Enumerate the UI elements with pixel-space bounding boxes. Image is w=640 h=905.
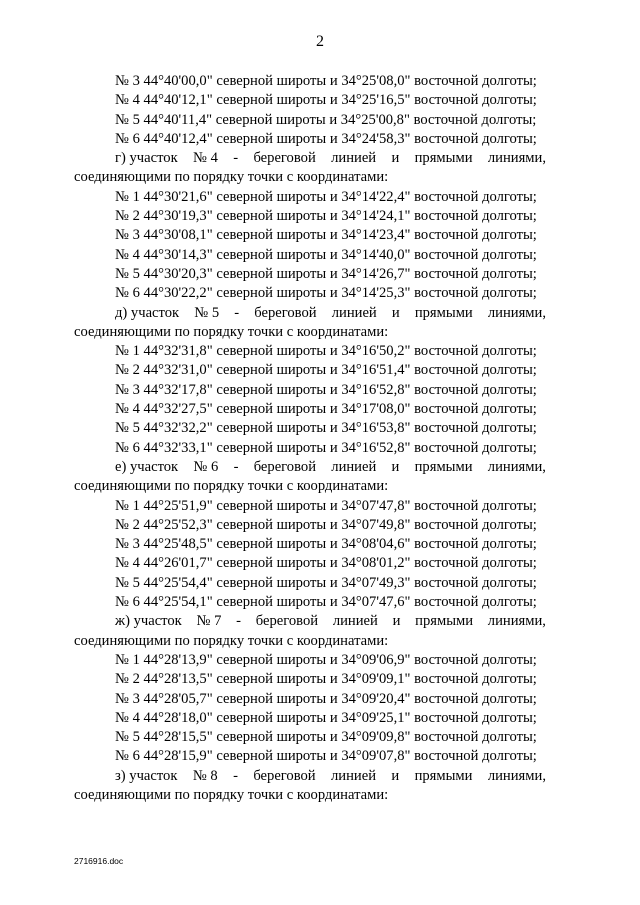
text-line: соединяющими по порядку точки с координатами:: [74, 632, 389, 649]
section-heading: [74, 767, 546, 786]
coordinate-line: № 4 44°30'14,3" северной широты и 34°14'40,0" восточной долготы;: [115, 246, 537, 263]
coordinate-line: № 6 44°25'54,1" северной широты и 34°07'47,6" восточной долготы;: [115, 594, 537, 611]
coordinate-line: № 3 44°32'17,8" северной широты и 34°16'52,8" восточной долготы;: [115, 381, 537, 398]
page-number: 2: [316, 33, 324, 50]
heading-word: береговой: [253, 150, 316, 167]
heading-word: д) участок: [115, 304, 180, 321]
coordinate-line: № 3 44°28'05,7" северной широты и 34°09'20,4" восточной долготы;: [115, 690, 537, 707]
heading-word: и: [391, 150, 400, 167]
text-line: соединяющими по порядку точки с координатами:: [74, 169, 389, 186]
coordinate-line: № 3 44°40'00,0" северной широты и 34°25'08,0" восточной долготы;: [115, 73, 537, 89]
heading-word: береговой: [255, 613, 319, 630]
heading-word: ж) участок: [115, 613, 182, 630]
coordinate-line: № 1 44°32'31,8" северной широты и 34°16'50,2" восточной долготы;: [115, 343, 537, 360]
section-heading: [74, 304, 546, 323]
coordinate-line: № 2 44°32'31,0" северной широты и 34°16'51,4" восточной долготы;: [115, 362, 537, 379]
heading-word: № 7: [196, 613, 222, 630]
heading-word: линией: [331, 304, 377, 321]
heading-word: линиями,: [487, 304, 546, 321]
text-line: соединяющими по порядку точки с координатами:: [74, 786, 389, 803]
heading-word: № 8: [192, 767, 218, 784]
heading-word: прямыми: [415, 613, 474, 630]
coordinate-line: № 5 44°30'20,3" северной широты и 34°14'26,7" восточной долготы;: [115, 265, 537, 282]
coordinate-line: № 4 44°32'27,5" северной широты и 34°17'08,0" восточной долготы;: [115, 401, 537, 418]
heading-word: береговой: [253, 458, 317, 475]
coordinate-line: № 5 44°25'54,4" северной широты и 34°07'49,3" восточной долготы;: [115, 574, 537, 591]
heading-word: линией: [331, 767, 376, 784]
coordinate-line: № 6 44°28'15,9" северной широты и 34°09'07,8" восточной долготы;: [115, 748, 537, 765]
heading-word: прямыми: [414, 767, 473, 784]
heading-word: линиями,: [487, 458, 546, 475]
coordinate-line: № 1 44°28'13,9" северной широты и 34°09'06,9" восточной долготы;: [115, 651, 537, 668]
heading-word: береговой: [254, 304, 317, 321]
section-heading: [74, 458, 546, 477]
coordinate-line: № 4 44°26'01,7" северной широты и 34°08'01,2" восточной долготы;: [115, 555, 537, 572]
heading-word: з) участок: [115, 767, 178, 784]
text-line: соединяющими по порядку точки с координатами:: [74, 323, 389, 340]
coordinate-line: № 5 44°32'32,2" северной широты и 34°16'53,8" восточной долготы;: [115, 420, 537, 437]
coordinate-line: № 1 44°25'51,9" северной широты и 34°07'47,8" восточной долготы;: [115, 497, 537, 514]
heading-word: № 5: [194, 304, 220, 321]
coordinate-line: № 2 44°25'52,3" северной широты и 34°07'49,8" восточной долготы;: [115, 516, 537, 533]
coordinate-line: № 3 44°25'48,5" северной широты и 34°08'04,6" восточной долготы;: [115, 536, 537, 553]
coordinate-line: № 5 44°40'11,4" северной широты и 34°25'00,8" восточной долготы;: [115, 111, 537, 128]
heading-word: -: [234, 304, 240, 321]
coordinate-line: № 6 44°30'22,2" северной широты и 34°14'25,3" восточной долготы;: [115, 285, 537, 302]
heading-word: е) участок: [115, 458, 179, 475]
coordinate-line: № 2 44°28'13,5" северной широты и 34°09'09,1" восточной долготы;: [115, 671, 537, 688]
heading-word: линиями,: [487, 767, 546, 784]
document-body: [74, 72, 546, 805]
text-line: соединяющими по порядку точки с координатами:: [74, 478, 389, 495]
coordinate-line: № 3 44°30'08,1" северной широты и 34°14'23,4" восточной долготы;: [115, 227, 537, 244]
heading-word: линией: [331, 150, 377, 167]
heading-word: -: [233, 150, 239, 167]
coordinate-line: № 4 44°28'18,0" северной широты и 34°09'25,1" восточной долготы;: [115, 709, 537, 726]
heading-word: -: [236, 613, 242, 630]
heading-word: линиями,: [487, 613, 546, 630]
coordinate-line: № 5 44°28'15,5" северной широты и 34°09'09,8" восточной долготы;: [115, 729, 537, 746]
heading-word: линией: [331, 458, 377, 475]
document-footer: 2716916.doc: [74, 856, 124, 866]
heading-word: № 4: [193, 150, 218, 167]
section-heading: [74, 612, 546, 631]
heading-word: и: [391, 767, 400, 784]
coordinate-line: № 6 44°40'12,4" северной широты и 34°24'58,3" восточной долготы;: [115, 130, 537, 147]
heading-word: прямыми: [414, 304, 473, 321]
heading-word: и: [391, 304, 400, 321]
heading-word: и: [392, 613, 401, 630]
heading-word: г) участок: [115, 150, 178, 167]
heading-word: и: [391, 458, 400, 475]
heading-word: прямыми: [414, 150, 473, 167]
coordinate-line: № 1 44°30'21,6" северной широты и 34°14'22,4" восточной долготы;: [115, 188, 537, 205]
coordinate-line: № 2 44°30'19,3" северной широты и 34°14'24,1" восточной долготы;: [115, 208, 537, 225]
section-heading: [74, 149, 546, 168]
heading-word: прямыми: [414, 458, 473, 475]
heading-word: линиями,: [487, 150, 546, 167]
heading-word: № 6: [193, 458, 219, 475]
heading-word: -: [233, 458, 239, 475]
heading-word: береговой: [253, 767, 316, 784]
coordinate-line: № 4 44°40'12,1" северной широты и 34°25'16,5" восточной долготы;: [115, 92, 537, 109]
heading-word: -: [233, 767, 238, 784]
coordinate-line: № 6 44°32'33,1" северной широты и 34°16'52,8" восточной долготы;: [115, 439, 537, 456]
heading-word: линией: [332, 613, 378, 630]
